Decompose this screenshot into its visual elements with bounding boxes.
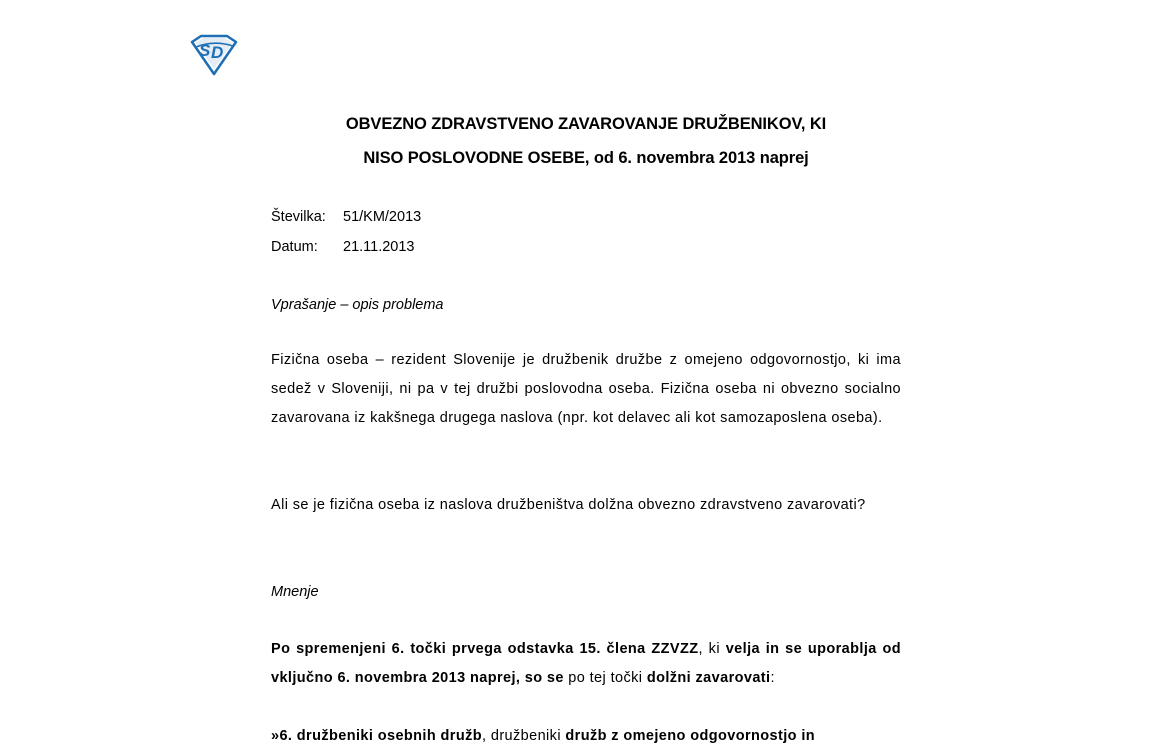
opinion-heading: Mnenje [271,584,319,600]
opinion-p1-text-a: , ki [698,641,726,657]
sd-diamond-logo-icon [188,34,240,76]
opinion-p2-bold-a: »6. družbeniki osebnih družb [271,728,482,743]
opinion-p1-bold-b: velja in se uporablja od vključno 6. novembra 2013 naprej, so se [271,641,901,686]
question-heading: Vprašanje – opis problema [271,297,444,313]
opinion-p2-bold-b: družb z omejeno odgovornostjo in [565,728,816,743]
opinion-p1-text-c: : [770,670,775,686]
document-title-line-2: NISO POSLOVODNE OSEBE, od 6. novembra 2013 naprej [363,149,809,167]
document-title-line-1: OBVEZNO ZDRAVSTVENO ZAVAROVANJE DRUŽBENIKOV, KI [345,115,827,133]
document-date-value: 21.11.2013 [343,239,415,255]
opinion-p1-bold-a: Po spremenjeni 6. točki prvega odstavka 15. člena ZZVZZ [271,641,699,657]
opinion-p1-text-b: po tej točki [563,670,647,686]
svg-text:D: D [211,43,224,62]
document-date-label: Datum: [271,239,318,255]
opinion-paragraph-1 [271,635,901,693]
svg-text:S: S [199,41,211,60]
question-paragraph-2: Ali se je fizična oseba iz naslova družbeništva dolžna obvezno zdravstveno zavarovati? [271,497,866,513]
question-paragraph-1: Fizična oseba – rezident Slovenije je družbenik družbe z omejeno odgovornostjo, ki ima sedež v Sloveniji, ni pa v tej družbi poslovodna oseba. Fizična oseba ni obvezno socialno zavarovana iz kakšnega drugega naslova (npr. kot delavec ali kot samozaposlena oseba). [271,352,901,426]
opinion-p1-bold-c: dolžni zavarovati [646,670,771,686]
document-number [271,208,421,226]
opinion-p2-text-a: , družbeniki [482,728,566,743]
document-number-value: 51/KM/2013 [343,209,422,225]
document-number-label: Številka: [271,209,326,225]
opinion-paragraph-2 [271,722,901,743]
document-date [271,238,415,256]
